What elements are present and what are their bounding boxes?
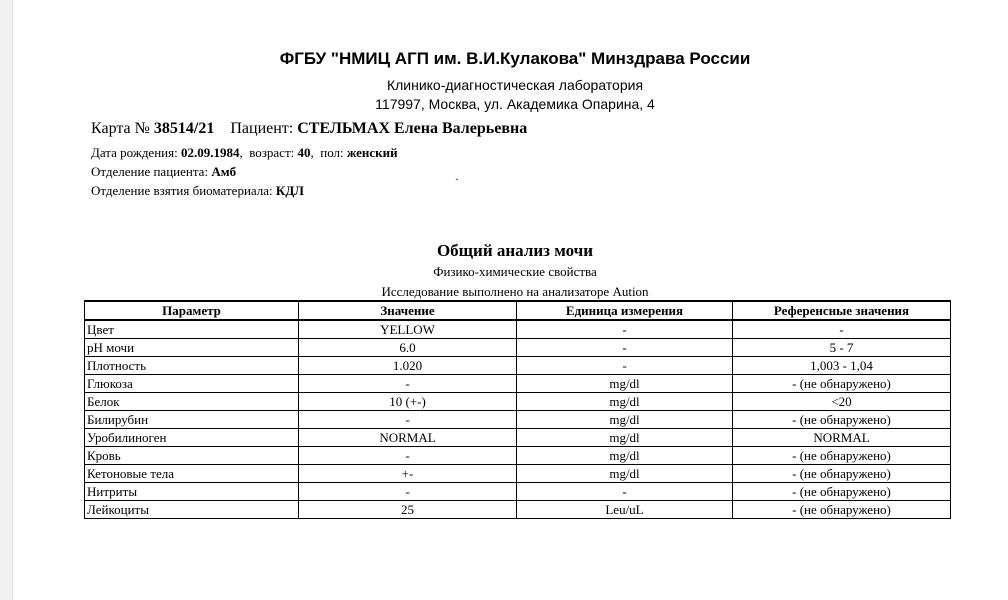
stray-mark: ` <box>455 176 459 190</box>
analyzer-note: Исследование выполнено на анализаторе Aution <box>381 284 649 299</box>
reference-cell: - (не обнаружено) <box>733 375 951 393</box>
value-cell: 1.020 <box>299 357 517 375</box>
table-row <box>85 501 951 519</box>
reference-cell: 1,003 - 1,04 <box>733 357 951 375</box>
parameter-cell: Белок <box>85 393 299 411</box>
reference-cell: 5 - 7 <box>733 339 951 357</box>
value-cell: - <box>299 447 517 465</box>
birth-date: 02.09.1984 <box>180 145 240 160</box>
card-number: 38514/21 <box>153 120 215 137</box>
reference-cell: <20 <box>733 393 951 411</box>
value-cell: - <box>299 375 517 393</box>
value-cell: 6.0 <box>299 339 517 357</box>
patient-department: Амб <box>211 164 237 179</box>
value-cell: 25 <box>299 501 517 519</box>
patient-name: СТЕЛЬМАХ Елена Валерьевна <box>297 120 528 137</box>
parameter-cell: Кетоновые тела <box>85 465 299 483</box>
unit-cell: mg/dl <box>517 393 733 411</box>
patient-label: Пациент: <box>230 120 294 137</box>
parameter-cell: Билирубин <box>85 411 299 429</box>
sample-department: КДЛ <box>275 183 304 198</box>
parameter-cell: Глюкоза <box>85 375 299 393</box>
unit-cell: mg/dl <box>517 429 733 447</box>
value-cell: - <box>299 411 517 429</box>
reference-cell: NORMAL <box>733 429 951 447</box>
table-row <box>85 357 951 375</box>
table-row <box>85 375 951 393</box>
value-cell: - <box>299 483 517 501</box>
parameter-cell: Цвет <box>85 320 299 339</box>
reference-cell: - (не обнаружено) <box>733 447 951 465</box>
table-row <box>85 411 951 429</box>
laboratory-address: 117997, Москва, ул. Академика Опарина, 4 <box>375 96 655 112</box>
reference-cell: - (не обнаружено) <box>733 501 951 519</box>
parameter-cell: Лейкоциты <box>85 501 299 519</box>
birth-label: Дата рождения: <box>91 145 178 160</box>
unit-cell: Leu/uL <box>517 501 733 519</box>
parameter-cell: pH мочи <box>85 339 299 357</box>
results-table <box>84 300 951 519</box>
parameter-cell: Кровь <box>85 447 299 465</box>
parameter-cell: Плотность <box>85 357 299 375</box>
column-header: Параметр <box>85 301 299 320</box>
table-row <box>85 393 951 411</box>
table-row <box>85 339 951 357</box>
sex-value: женский <box>346 145 398 160</box>
unit-cell: - <box>517 357 733 375</box>
card-patient-line <box>91 120 527 138</box>
parameter-cell: Уробилиноген <box>85 429 299 447</box>
value-cell: YELLOW <box>299 320 517 339</box>
table-row <box>85 483 951 501</box>
unit-cell: - <box>517 339 733 357</box>
column-header: Значение <box>299 301 517 320</box>
unit-cell: - <box>517 483 733 501</box>
reference-cell: - (не обнаружено) <box>733 483 951 501</box>
birth-line: Дата рождения: 02.09.1984, возраст: 40, пол: женский <box>91 145 398 160</box>
table-header-row <box>85 301 951 320</box>
age-value: 40 <box>297 145 311 160</box>
card-label: Карта № <box>91 120 150 137</box>
unit-cell: - <box>517 320 733 339</box>
results-body <box>85 320 951 519</box>
value-cell: +- <box>299 465 517 483</box>
value-cell: NORMAL <box>299 429 517 447</box>
sample-department-label: Отделение взятия биоматериала: <box>91 183 273 198</box>
table-row <box>85 320 951 339</box>
report-title: Общий анализ мочи <box>436 241 594 260</box>
column-header: Единица измерения <box>517 301 733 320</box>
patient-department-label: Отделение пациента: <box>91 164 209 179</box>
column-header: Референсные значения <box>733 301 951 320</box>
patient-department-line <box>91 164 236 180</box>
sex-label: пол: <box>320 145 344 160</box>
table-row <box>85 465 951 483</box>
unit-cell: mg/dl <box>517 411 733 429</box>
organization-name: ФГБУ "НМИЦ АГП им. В.И.Кулакова" Минздрава России <box>279 49 751 68</box>
table-row <box>85 447 951 465</box>
reference-cell: - (не обнаружено) <box>733 411 951 429</box>
table-row <box>85 429 951 447</box>
reference-cell: - <box>733 320 951 339</box>
sample-department-line <box>91 183 304 199</box>
laboratory-name: Клинико-диагностическая лаборатория <box>386 77 644 93</box>
report-subtitle: Физико-химические свойства <box>433 264 597 279</box>
parameter-cell: Нитриты <box>85 483 299 501</box>
unit-cell: mg/dl <box>517 465 733 483</box>
unit-cell: mg/dl <box>517 375 733 393</box>
value-cell: 10 (+-) <box>299 393 517 411</box>
reference-cell: - (не обнаружено) <box>733 465 951 483</box>
age-label: возраст: <box>249 145 295 160</box>
unit-cell: mg/dl <box>517 447 733 465</box>
